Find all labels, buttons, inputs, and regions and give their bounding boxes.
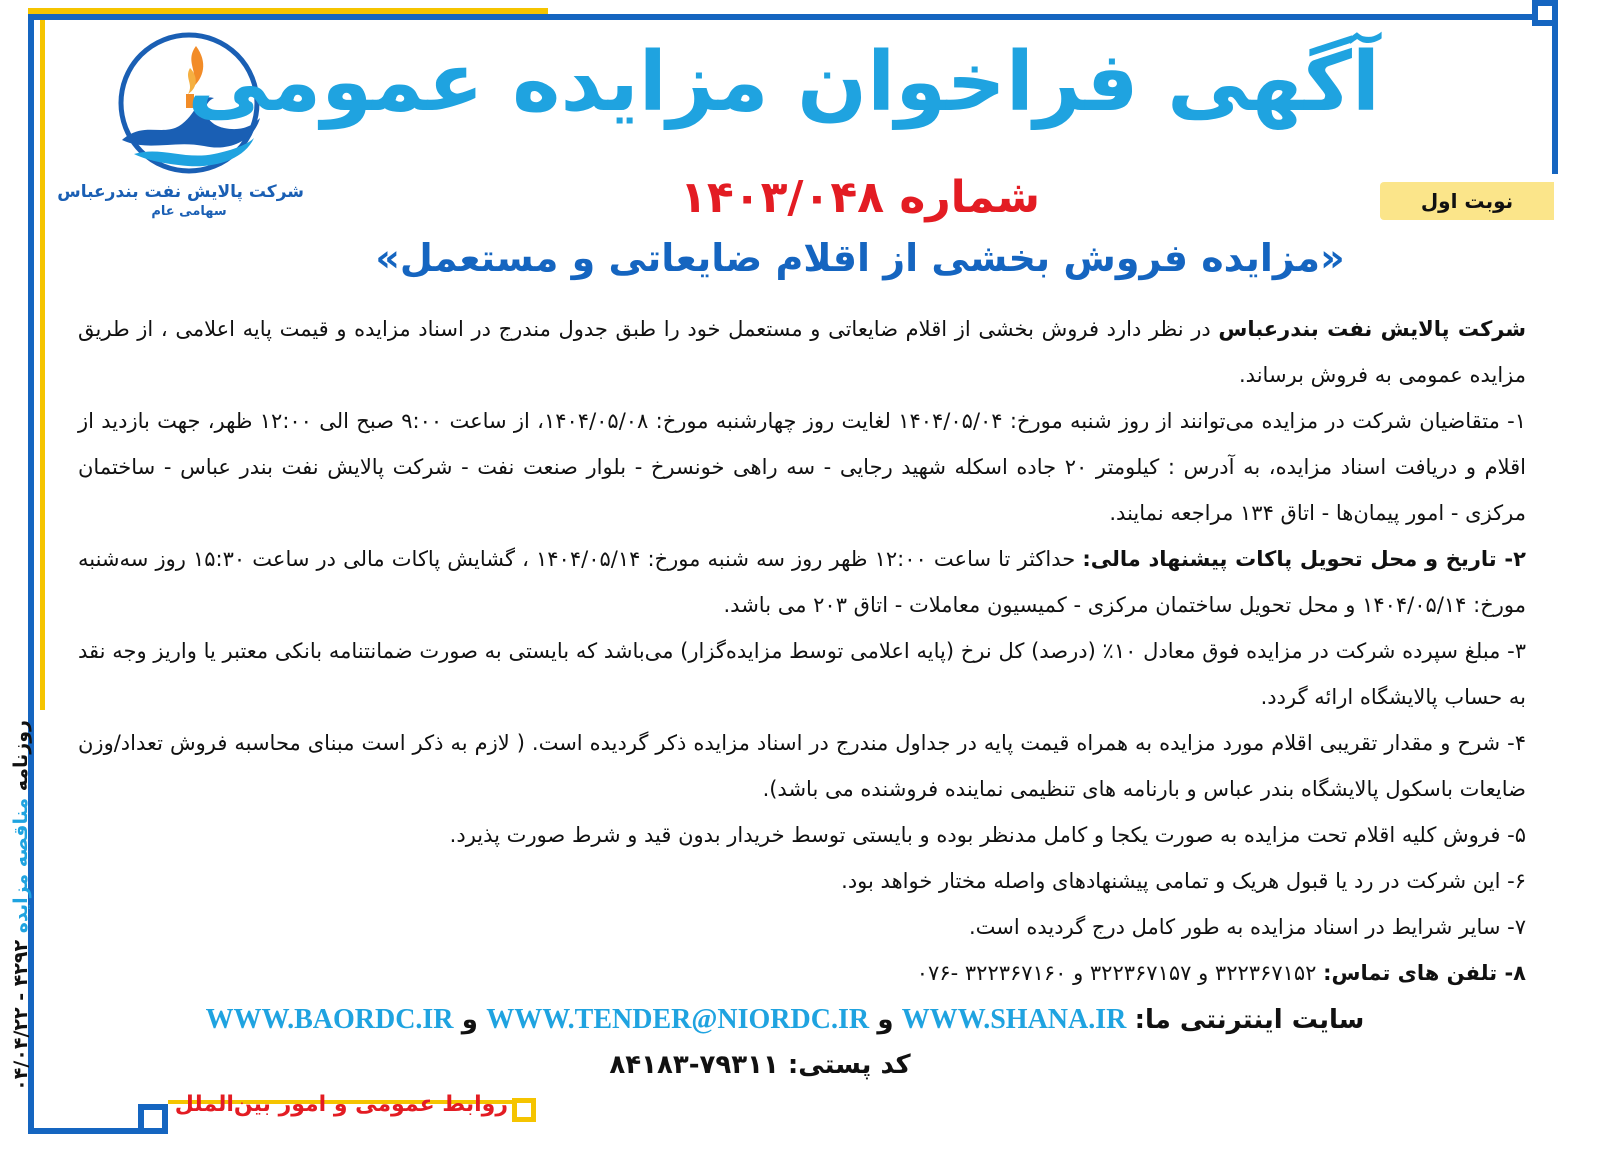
corner-square-icon xyxy=(138,1104,168,1134)
intro-text: در نظر دارد فروش بخشی از اقلام ضایعاتی و مستعمل خود را طبق جدول مندرج در اسناد مزایده و قیمت پایه اعلامی ، از طریق مزایده عمومی به فروش برساند. xyxy=(78,317,1526,387)
condition-item-8 xyxy=(78,950,1526,996)
frame-right-blue xyxy=(1552,14,1558,174)
condition-item-2-text: حداکثر تا ساعت ۱۲:۰۰ ظهر روز سه شنبه مورخ: ۱۴۰۴/۰۵/۱۴ ، گشایش پاکات مالی در ساعت ۱۵:۳۰ روز سه‌شنبه مورخ: ۱۴۰۴/۰۵/۱۴ و محل تحویل ساختمان مرکزی - کمیسیون معاملات - اتاق ۲۰۳ می باشد. xyxy=(78,547,1526,617)
frame-bottom-blue xyxy=(28,1128,138,1134)
websites-label: سایت اینترنتی ما: xyxy=(1134,1005,1365,1035)
condition-item-1: ۱- متقاضیان شرکت در مزایده می‌توانند از روز شنبه مورخ: ۱۴۰۴/۰۵/۰۴ لغایت روز چهارشنبه مورخ: ۱۴۰۴/۰۵/۰۸، از ساعت ۹:۰۰ صبح الی ۱۲:۰۰ ظهر، جهت بازدید از اقلام و دریافت اسناد مزایده، به آدرس : کیلومتر ۲۰ جاده اسکله شهید رجایی - سه راهی خونسرخ - بلوار صنعت نفت - شرکت پالایش نفت بندر عباس - ساختمان مرکزی - امور پیمان‌ها - اتاق ۱۳۴ مراجعه نمایند. xyxy=(78,409,1526,525)
condition-item-7: ۷- سایر شرایط در اسناد مزایده به طور کامل درج گردیده است. xyxy=(969,915,1526,939)
footer-department: روابط عمومی و امور بین‌الملل xyxy=(174,1092,508,1117)
postal-code: کد پستی: ۷۹۳۱۱-۸۴۱۸۳ xyxy=(609,1050,911,1080)
side-issue-info: ۴۲۹۲ - ۰۴/۰۴/۲۲ xyxy=(10,939,32,1091)
website-link-shana[interactable]: WWW.SHANA.IR xyxy=(901,1004,1127,1035)
tender-subject: «مزایده فروش بخشی از اقلام ضایعاتی و مستعمل» xyxy=(375,236,1345,280)
intro-paragraph xyxy=(78,306,1526,398)
logo-company-name: شرکت پالایش نفت بندرعباس xyxy=(57,182,304,202)
logo-company-type: سهامی عام xyxy=(151,204,227,219)
frame-top-blue xyxy=(28,14,1558,20)
condition-item-4: ۴- شرح و مقدار تقریبی اقلام مورد مزایده به همراه قیمت پایه در جداول مندرج در اسناد مزایده ذکر گردیده است. ( لازم به ذکر است مبنای محاسبه فروش تعداد/وزن ضایعات باسکول پالایشگاه بندر عباس و بارنامه های تنظیمی نماینده فروشنده می باشد). xyxy=(78,731,1526,801)
phone-numbers: ۳۲۲۳۶۷۱۵۲ و ۳۲۲۳۶۷۱۵۷ و ۳۲۲۳۶۷۱۶۰ -۰۷۶ xyxy=(916,961,1324,985)
website-link-baordc[interactable]: WWW.BAORDC.IR xyxy=(205,1004,454,1035)
tender-number: شماره ۱۴۰۳/۰۴۸ xyxy=(680,172,1040,223)
phone-label: ۸- تلفن های تماس: xyxy=(1323,961,1526,985)
website-link-tender[interactable]: WWW.TENDER@NIORDC.IR xyxy=(486,1004,870,1035)
side-brand-label: مناقصه مزایده xyxy=(10,797,32,934)
publication-round-badge: نوبت اول xyxy=(1380,182,1554,220)
corner-square-icon xyxy=(1532,0,1558,26)
intro-company-name: شرکت پالایش نفت بندرعباس xyxy=(1218,317,1526,341)
websites-conjunction: و xyxy=(877,1005,894,1035)
side-paper-label: روزنامه xyxy=(10,720,32,792)
websites-conjunction: و xyxy=(461,1005,478,1035)
condition-item-6: ۶- این شرکت در رد یا قبول هریک و تمامی پیشنهادهای واصله مختار خواهد بود. xyxy=(841,869,1526,893)
announcement-body xyxy=(78,306,1526,996)
newspaper-side-strip xyxy=(4,720,38,1091)
corner-square-icon xyxy=(512,1098,536,1122)
websites-line xyxy=(200,1002,1370,1038)
condition-item-2 xyxy=(78,536,1526,628)
condition-item-3: ۳- مبلغ سپرده شرکت در مزایده فوق معادل ۱۰٪ (درصد) کل نرخ (پایه اعلامی توسط مزایده‌گزار) می‌باشد که بایستی به صورت ضمانتنامه بانکی معتبر یا واریز وجه نقد به حساب پالایشگاه ارائه گردد. xyxy=(78,639,1526,709)
condition-item-2-label: ۲- تاریخ و محل تحویل پاکات پیشنهاد مالی: xyxy=(1082,547,1526,571)
page-title: آگهی فراخوان مزایده عمومی xyxy=(187,35,1380,130)
condition-item-5: ۵- فروش کلیه اقلام تحت مزایده به صورت یکجا و کامل مدنظر بوده و بایستی توسط خریدار بدون قید و شرط صورت پذیرد. xyxy=(449,823,1526,847)
frame-left-yellow xyxy=(40,20,45,710)
